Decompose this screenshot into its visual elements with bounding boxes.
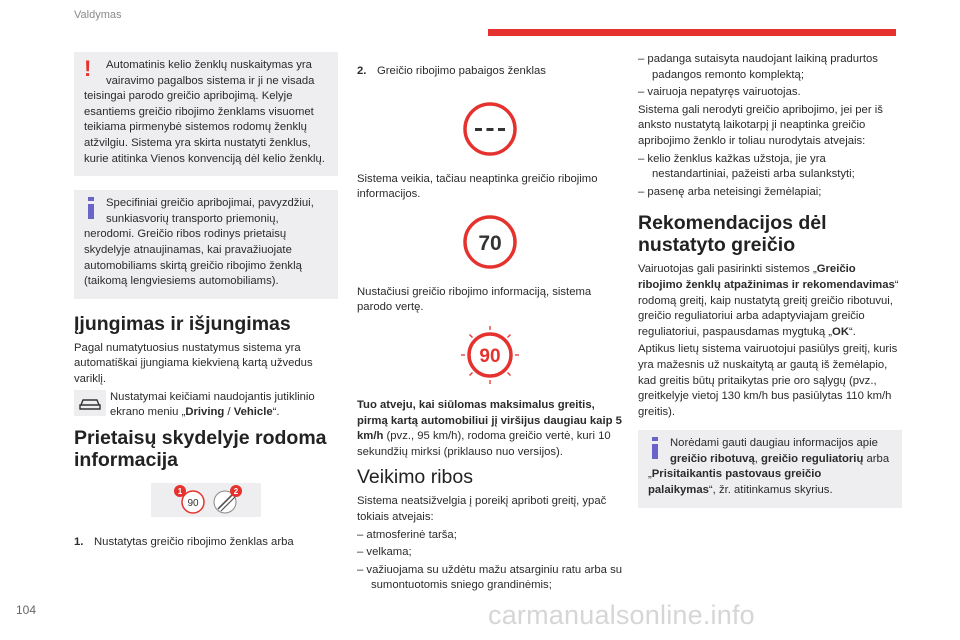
limit-item: – velkama; bbox=[357, 546, 412, 559]
limit-item: – atmosferinė tarša; bbox=[357, 528, 457, 541]
column-2 bbox=[357, 52, 622, 596]
warning-icon: ! bbox=[84, 56, 92, 81]
sign-70-label: 70 bbox=[477, 231, 502, 255]
instrument-display-illustration bbox=[151, 483, 261, 517]
sign-value-label: 90 bbox=[187, 497, 199, 509]
limit-item: – pasenę arba neteisingi žemėlapiai; bbox=[638, 185, 822, 198]
list-item-1: 1. Nustatytas greičio ribojimo ženklas arba bbox=[74, 535, 294, 548]
info-icon bbox=[648, 436, 666, 462]
section-title: Valdymas bbox=[74, 9, 122, 21]
info-box-more bbox=[638, 430, 902, 507]
heading-limits: Veikimo ribos bbox=[357, 466, 473, 489]
paragraph-overspeed: Tuo atveju, kai siūlomas maksimalus greitis, pirmą kartą automobiliui jį viršijus daugiau kaip 5 km/h (pvz., 95 km/h), rodoma greičio vertė, kuri 10 sekundžių mirksi (priklauso nuo versijos). bbox=[357, 398, 622, 458]
speed-limit-70-icon bbox=[461, 213, 519, 271]
end-of-limit-sign bbox=[357, 94, 622, 164]
limit-item: – važiuojama su uždėtu mažu atsarginiu ratu arba su sumontuotomis sniego grandinėmis; bbox=[357, 563, 622, 592]
info-text: Specifiniai greičio apribojimai, pavyzdžiui, sunkiasvorių transporto priemonių, nerodomi. Greičio ribos rodinys prietaisų skydelyje atnaujinamas, kai pravažiuojate automobiliams skirtą greičio ribojimo ženklą (taikomą lengviesiems automobiliams). bbox=[84, 197, 314, 288]
page-number: 104 bbox=[16, 603, 37, 617]
limit-item: – kelio ženklus kažkas užstoja, jie yra nestandartiniai, pažeisti arba sulankstyti; bbox=[638, 152, 855, 181]
paragraph-no-info: Sistema veikia, tačiau neaptinka greičio ribojimo informacijos. bbox=[357, 172, 598, 201]
paragraph-recommendation: Vairuotojas gali pasirinkti sistemos „Greičio ribojimo ženklų atpažinimas ir rekomendavimas“ rodomą greitį, kaip nustatytą greitį greičio ribotuvui, greičio reguliatoriui arba adaptyviajam greičio reguliatoriui, paspausdamas mygtuką „OK“. bbox=[638, 263, 899, 338]
column-3 bbox=[638, 52, 902, 522]
car-note-text: Nustatymai keičiami naudojantis jutiklinio ekrano meniu „Driving / Vehicle“. bbox=[110, 390, 315, 419]
marker-2-label: 2 bbox=[233, 486, 239, 496]
paragraph-value-shown: Nustačiusi greičio ribojimo informaciją, sistema parodo vertę. bbox=[357, 285, 592, 314]
sign-90-label: 90 bbox=[478, 345, 501, 367]
heading-recommendations: Rekomendacijos dėl nustatyto greičio bbox=[638, 212, 827, 257]
watermark: carmanualsonline.info bbox=[488, 600, 755, 630]
header-accent-bar bbox=[488, 29, 896, 36]
paragraph-default: Pagal numatytuosius nustatymus sistema yra automatiškai įjungiama kiekvieną kartą užvedus variklį. bbox=[74, 341, 313, 385]
limit-item: – padanga sutaisyta naudojant laikiną pradurtos padangos remonto komplektą; bbox=[638, 53, 878, 81]
info-more-text: Norėdami gauti daugiau informacijos apie greičio ribotuvą, greičio reguliatorių arba „Prisitaikantis pastovaus greičio palaikymas“, žr. atitinkamus skyrius. bbox=[648, 437, 890, 497]
car-icon bbox=[74, 390, 106, 418]
info-icon bbox=[84, 196, 102, 222]
paragraph-rain: Aptikus lietų sistema vairuotojui pasiūlys greitį, kuris yra mažesnis už nuskaitytą ar gautą iš žemėlapio, kad greitis būtų pritaikytas prie oro sąlygų (pvz., greitkelyje vietoj 130 km/h bus pasiūlytas 110 km/h greitis). bbox=[638, 343, 898, 418]
paragraph-limits: Sistema neatsižvelgia į poreikį apriboti greitį, ypač tokiais atvejais: bbox=[357, 495, 607, 523]
speed-limit-sign-90-flashing bbox=[357, 320, 622, 390]
limit-item: – vairuoja nepatyręs vairuotojas. bbox=[638, 86, 801, 99]
car-settings-note bbox=[74, 390, 338, 421]
warning-text: Automatinis kelio ženklų nuskaitymas yra vairavimo pagalbos sistema ir ji ne visada teisingai parodo greičio apribojimą. Kelyje esantiems greičio ribojimo ženklams visuomet teikiama pirmenybė sistemos rodomų ženklų atžvilgiu. Sistema yra skirta nustatyti ženklus, kurie atitinka Vienos konvenciją dėl kelio ženklų. bbox=[84, 59, 325, 165]
speed-limit-90-flashing-icon bbox=[459, 324, 521, 386]
heading-instrument-panel: Prietaisų skydelyje rodoma informacija bbox=[74, 426, 327, 471]
warning-box bbox=[74, 52, 338, 176]
paragraph-may-not-show: Sistema gali nerodyti greičio apribojimo, jei per iš anksto nustatytą laikotarpį ji neaptinka greičio apribojimo ženklo ir toliau nurodytais atvejais: bbox=[638, 103, 883, 147]
column-1 bbox=[74, 52, 338, 550]
speed-limit-sign-70 bbox=[357, 207, 622, 277]
marker-1-label: 1 bbox=[177, 486, 183, 496]
heading-activation: Įjungimas ir išjungimas bbox=[74, 312, 291, 335]
end-of-limit-sign-icon bbox=[461, 100, 519, 158]
list-item-2: 2. Greičio ribojimo pabaigos ženklas bbox=[357, 65, 546, 77]
info-box bbox=[74, 190, 338, 299]
